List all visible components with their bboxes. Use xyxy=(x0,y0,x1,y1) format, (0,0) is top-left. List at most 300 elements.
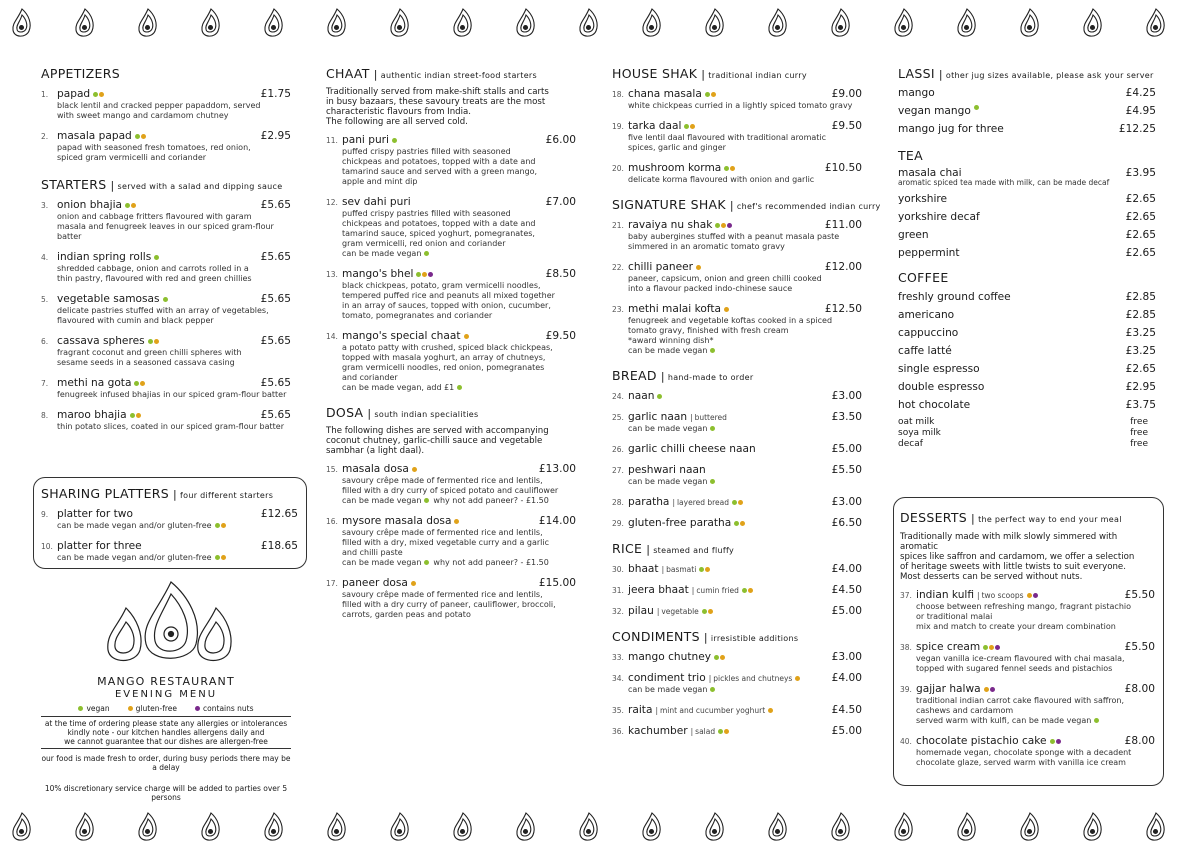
item-price: £4.50 xyxy=(831,584,862,596)
menu-item-header xyxy=(41,88,291,100)
item-note-text: can be made vegan xyxy=(628,477,708,486)
paisley-icon xyxy=(199,8,221,38)
menu-item xyxy=(326,577,576,620)
gluten-free-dot-icon xyxy=(724,307,729,312)
gluten-free-dot-icon xyxy=(740,521,745,526)
item-note-text: can be made vegan xyxy=(342,558,422,567)
item-subtitle: | two scoops xyxy=(977,591,1023,600)
item-name: gajjar halwa xyxy=(916,683,981,695)
menu-item xyxy=(612,517,862,529)
paisley-icon xyxy=(73,812,95,842)
item-note-text: can be made vegan xyxy=(628,685,708,694)
item-price: £9.50 xyxy=(545,330,576,342)
menu-item xyxy=(41,251,291,284)
menu-item-header xyxy=(900,641,1155,653)
gluten-free-dot-icon xyxy=(464,334,469,339)
paisley-icon xyxy=(514,8,536,38)
item-price: £3.00 xyxy=(831,651,862,663)
item-vegan-note xyxy=(326,383,576,393)
item-number: 19. xyxy=(612,122,624,131)
menu-item xyxy=(612,120,862,153)
vegan-dot-icon xyxy=(1050,739,1055,744)
vegan-dot-icon xyxy=(163,297,168,302)
item-number: 39. xyxy=(900,685,912,694)
gluten-free-dot-icon xyxy=(989,645,994,650)
menu-item-header xyxy=(612,517,862,529)
diet-dots xyxy=(464,334,469,339)
vegan-dot-icon xyxy=(699,567,704,572)
vegan-dot-icon xyxy=(135,134,140,139)
paisley-icon xyxy=(262,8,284,38)
menu-item xyxy=(612,261,862,294)
drink-price: £3.95 xyxy=(1125,167,1156,179)
diet-dots xyxy=(702,609,713,614)
menu-item-header xyxy=(326,515,576,527)
coffee-list xyxy=(898,291,1156,411)
item-price: £5.50 xyxy=(1124,641,1155,653)
drink-name: hot chocolate xyxy=(898,399,971,411)
restaurant-logo xyxy=(96,578,246,670)
diet-dots xyxy=(424,498,429,503)
menu-item xyxy=(612,303,862,356)
item-number: 1. xyxy=(41,90,49,99)
drink-price: £2.65 xyxy=(1125,229,1156,241)
item-note-text: can be made vegan xyxy=(342,496,422,505)
item-number: 29. xyxy=(612,519,624,528)
drink-name: vegan mango xyxy=(898,105,971,117)
menu-item xyxy=(612,725,862,737)
vegan-dot-icon xyxy=(457,385,462,390)
menu-item-header xyxy=(326,463,576,475)
menu-item xyxy=(41,199,291,242)
condiments-list xyxy=(612,651,862,737)
menu-item-header xyxy=(612,390,862,402)
item-number: 4. xyxy=(41,253,49,262)
drink-item xyxy=(898,87,1156,99)
menu-item xyxy=(900,683,1155,726)
diet-dots xyxy=(710,687,715,692)
vegan-dot-icon xyxy=(724,166,729,171)
drink-item xyxy=(898,327,1156,339)
item-number: 40. xyxy=(900,737,912,746)
item-vegan-note xyxy=(612,477,862,487)
milk-option xyxy=(898,417,1148,428)
menu-item xyxy=(326,268,576,321)
restaurant-name: MANGO RESTAURANT xyxy=(97,675,235,688)
menu-item xyxy=(612,443,862,455)
item-note-text: can be made vegan xyxy=(628,424,708,433)
item-name: onion bhajia xyxy=(57,199,123,211)
drink-price: £4.95 xyxy=(1125,105,1156,117)
nuts-dot-icon xyxy=(990,687,995,692)
paisley-icon xyxy=(829,812,851,842)
paisley-icon xyxy=(10,8,32,38)
menu-item-header xyxy=(900,683,1155,695)
item-number: 18. xyxy=(612,90,624,99)
gluten-free-dot-icon xyxy=(412,467,417,472)
item-number: 36. xyxy=(612,727,624,736)
gluten-free-dot-icon xyxy=(720,655,725,660)
vegan-dot-icon xyxy=(392,138,397,143)
menu-item-header xyxy=(612,584,862,596)
diet-dots xyxy=(130,413,141,418)
paisley-logo-icon xyxy=(96,578,246,670)
gluten-free-dot-icon xyxy=(140,381,145,386)
paisley-icon xyxy=(451,812,473,842)
paisley-icon xyxy=(577,8,599,38)
diet-dots xyxy=(710,348,715,353)
drink-price: £2.65 xyxy=(1125,211,1156,223)
drink-name: mango jug for three xyxy=(898,123,1004,135)
item-description: homemade vegan, chocolate sponge with a decadent chocolate glaze, served warm with vanilla ice cream xyxy=(916,748,1132,767)
item-note-text: served warm with kulfi, can be made vegan xyxy=(916,716,1092,725)
paisley-icon xyxy=(640,812,662,842)
vegan-dot-icon xyxy=(710,426,715,431)
item-subtitle: | buttered xyxy=(690,413,727,422)
vegan-dot-icon xyxy=(718,729,723,734)
item-number: 11. xyxy=(326,136,338,145)
vegan-dot-icon xyxy=(710,479,715,484)
vegan-dot-icon xyxy=(215,523,220,528)
signature-shak-list xyxy=(612,219,862,356)
menu-item xyxy=(41,508,298,531)
item-name: masala dosa xyxy=(342,463,409,475)
drink-name: single espresso xyxy=(898,363,980,375)
item-price: £5.65 xyxy=(260,335,291,347)
item-description: savoury crêpe made of fermented rice and lentils, filled with a dry curry of paneer, cauliflower, broccoli, carrots, garden peas and potato xyxy=(342,590,556,619)
menu-item xyxy=(326,463,576,506)
item-price: £5.00 xyxy=(831,443,862,455)
column-3 xyxy=(612,66,881,737)
item-number: 27. xyxy=(612,466,624,475)
item-number: 28. xyxy=(612,498,624,507)
nuts-dot-icon xyxy=(428,272,433,277)
gluten-free-dot-icon xyxy=(768,708,773,713)
diet-dots xyxy=(768,708,773,713)
column-1 xyxy=(41,66,291,432)
item-name: papad xyxy=(57,88,91,100)
paisley-icon xyxy=(955,8,977,38)
diet-dots xyxy=(795,676,800,681)
diet-dots xyxy=(412,467,417,472)
diet-dots xyxy=(984,687,995,692)
vegan-dot-icon xyxy=(1094,718,1099,723)
item-number: 38. xyxy=(900,643,912,652)
lassi-list xyxy=(898,87,1156,135)
item-subtitle: | layered bread xyxy=(672,498,729,507)
item-number: 24. xyxy=(612,392,624,401)
item-name: spice cream xyxy=(916,641,981,653)
restaurant-info xyxy=(41,675,291,802)
vegan-dot-icon xyxy=(974,105,979,110)
gluten-free-dot-icon xyxy=(141,134,146,139)
tea-list xyxy=(898,167,1156,259)
menu-item xyxy=(612,219,862,252)
drink-name: freshly ground coffee xyxy=(898,291,1011,303)
vegan-dot-icon xyxy=(424,560,429,565)
item-number: 8. xyxy=(41,411,49,420)
drink-item xyxy=(898,105,1156,117)
section-tea-title: TEA xyxy=(898,148,923,163)
item-price: £8.50 xyxy=(545,268,576,280)
menu-item-header xyxy=(326,330,576,342)
rice-list xyxy=(612,563,862,617)
menu-item xyxy=(41,335,291,368)
divider xyxy=(41,748,291,749)
nuts-dot-icon xyxy=(1056,739,1061,744)
paisley-icon xyxy=(10,812,32,842)
item-name: paratha xyxy=(628,496,670,508)
item-name: garlic naan xyxy=(628,411,688,423)
vegan-dot-icon xyxy=(424,251,429,256)
item-price: £9.50 xyxy=(831,120,862,132)
item-name: indian kulfi xyxy=(916,589,975,601)
menu-item-header xyxy=(612,704,862,716)
diet-dots xyxy=(734,521,745,526)
diet-dots xyxy=(705,92,716,97)
item-number: 5. xyxy=(41,295,49,304)
item-number: 16. xyxy=(326,517,338,526)
menu-item-header xyxy=(612,651,862,663)
milk-price: free xyxy=(1130,417,1148,427)
gluten-free-dot-icon xyxy=(748,588,753,593)
paisley-icon xyxy=(640,8,662,38)
gluten-free-dot-icon xyxy=(711,92,716,97)
diet-dots xyxy=(163,297,168,302)
vegan-dot-icon xyxy=(148,339,153,344)
item-note-text: can be made vegan xyxy=(342,249,422,258)
milk-name: soya milk xyxy=(898,428,941,438)
item-number: 12. xyxy=(326,198,338,207)
menu-item xyxy=(612,411,862,434)
menu-item-header xyxy=(41,540,298,552)
vegan-dot-icon xyxy=(684,124,689,129)
menu-item-header xyxy=(612,261,862,273)
gluten-free-dot-icon xyxy=(738,500,743,505)
item-description: a potato patty with crushed, spiced black chickpeas, topped with masala yoghurt, an array of chutneys, gram vermicelli noodles, red onion, pomegranates and coriander xyxy=(342,343,553,382)
menu-item-header xyxy=(41,293,291,305)
item-price: £3.50 xyxy=(831,411,862,423)
bread-list xyxy=(612,390,862,529)
item-number: 37. xyxy=(900,591,912,600)
item-number: 7. xyxy=(41,379,49,388)
desserts-list xyxy=(900,589,1155,768)
legend-vegan: vegan xyxy=(78,704,109,713)
item-number: 15. xyxy=(326,465,338,474)
starters-list xyxy=(41,199,291,432)
menu-item-header xyxy=(612,303,862,315)
item-price: £14.00 xyxy=(538,515,576,527)
item-subtitle: | pickles and chutneys xyxy=(709,674,793,683)
item-description: delicate korma flavoured with onion and garlic xyxy=(628,175,815,184)
gluten-free-dot-icon xyxy=(708,609,713,614)
paisley-icon xyxy=(199,812,221,842)
item-name: gluten-free paratha xyxy=(628,517,732,529)
diet-dots xyxy=(424,251,429,256)
chaat-intro: Traditionally served from make-shift stalls and carts in busy bazaars, these savoury treats are the most characteristic flavours from India. The following are all served cold. xyxy=(326,87,549,127)
drink-price: £4.25 xyxy=(1125,87,1156,99)
service-note: 10% discretionary service charge will be added to parties over 5 persons xyxy=(44,784,288,802)
vegan-dot-icon xyxy=(715,223,720,228)
vegan-dot-icon xyxy=(154,255,159,260)
menu-item-header xyxy=(41,251,291,263)
item-price: £18.65 xyxy=(260,540,298,552)
menu-item-header xyxy=(41,199,291,211)
drink-price: £3.75 xyxy=(1125,399,1156,411)
item-number: 32. xyxy=(612,607,624,616)
item-vegan-note xyxy=(41,553,298,563)
paisley-icon xyxy=(1144,812,1166,842)
item-description: vegan vanilla ice-cream flavoured with chai masala, topped with sugared fennel seeds and pistachios xyxy=(916,654,1125,673)
menu-item xyxy=(612,464,862,487)
paisley-icon xyxy=(766,8,788,38)
menu-item xyxy=(612,162,862,185)
diet-dots xyxy=(411,581,416,586)
item-price: £6.50 xyxy=(831,517,862,529)
menu-item-header xyxy=(41,130,291,142)
milk-price: free xyxy=(1130,439,1148,449)
menu-item-header xyxy=(612,219,862,231)
drink-item xyxy=(898,381,1156,393)
item-number: 26. xyxy=(612,445,624,454)
diet-legend xyxy=(41,704,291,713)
item-subtitle: | vegetable xyxy=(657,607,699,616)
item-number: 14. xyxy=(326,332,338,341)
item-price: £13.00 xyxy=(538,463,576,475)
item-price: £10.50 xyxy=(824,162,862,174)
item-description: savoury crêpe made of fermented rice and lentils, filled with a dry curry of spiced potato and cauliflower xyxy=(342,476,559,495)
paisley-icon xyxy=(955,812,977,842)
paisley-icon xyxy=(451,8,473,38)
item-name: kachumber xyxy=(628,725,688,737)
menu-item xyxy=(612,672,862,695)
section-signature-shak-title: SIGNATURE SHAK | chef's recommended indian curry xyxy=(612,197,862,212)
diet-dots xyxy=(424,560,429,565)
item-name: methi malai kofta xyxy=(628,303,722,315)
item-price: £5.00 xyxy=(831,605,862,617)
drink-name: masala chai xyxy=(898,167,962,179)
paisley-icon xyxy=(388,8,410,38)
item-number: 22. xyxy=(612,263,624,272)
item-number: 6. xyxy=(41,337,49,346)
drink-name: cappuccino xyxy=(898,327,959,339)
section-rice-title: RICE | steamed and fluffy xyxy=(612,541,862,556)
desserts-box xyxy=(893,497,1164,786)
item-price: £5.50 xyxy=(831,464,862,476)
item-description: baby aubergines stuffed with a peanut masala paste simmered in an aromatic tomato gravy xyxy=(628,232,840,251)
drink-item xyxy=(898,211,1156,223)
item-vegan-note xyxy=(612,685,862,695)
item-vegan-note xyxy=(41,521,298,531)
drink-item xyxy=(898,193,1156,205)
item-price: £12.00 xyxy=(824,261,862,273)
menu-item-header xyxy=(41,335,291,347)
drink-item xyxy=(898,363,1156,375)
diet-dots xyxy=(148,339,159,344)
item-price: £5.65 xyxy=(260,377,291,389)
menu-item xyxy=(612,496,862,508)
item-description: paneer, capsicum, onion and green chilli cooked into a flavour packed indo-chinese sauce xyxy=(628,274,822,293)
item-price: £4.50 xyxy=(831,704,862,716)
paisley-icon xyxy=(703,812,725,842)
drink-price: £12.25 xyxy=(1118,123,1156,135)
diet-dots xyxy=(710,426,715,431)
item-name: maroo bhajia xyxy=(57,409,127,421)
gluten-free-dot-icon xyxy=(690,124,695,129)
menu-item xyxy=(612,563,862,575)
menu-item-header xyxy=(612,672,862,684)
item-vegan-note xyxy=(612,346,862,356)
item-number: 34. xyxy=(612,674,624,683)
menu-item xyxy=(41,377,291,400)
item-number: 30. xyxy=(612,565,624,574)
item-name: masala papad xyxy=(57,130,132,142)
menu-item-header xyxy=(612,120,862,132)
item-description: five lentil daal flavoured with traditional aromatic spices, garlic and ginger xyxy=(628,133,827,152)
item-description: fenugreek infused bhajias in our spiced gram-flour batter xyxy=(57,390,287,399)
menu-item-header xyxy=(326,134,576,146)
legend-gluten-free: gluten-free xyxy=(128,704,177,713)
vegan-dot-icon xyxy=(732,500,737,505)
paisley-icon xyxy=(325,812,347,842)
section-appetizers-title: APPETIZERS xyxy=(41,66,120,81)
menu-item xyxy=(900,735,1155,768)
menu-item xyxy=(326,196,576,259)
section-dosa-title: DOSA | south indian specialities xyxy=(326,405,576,420)
menu-item xyxy=(41,409,291,432)
diet-dots xyxy=(696,265,701,270)
item-name: sev dahi puri xyxy=(342,196,411,208)
item-extra-note: why not add paneer? - £1.50 xyxy=(433,496,549,505)
menu-item-header xyxy=(612,411,862,423)
gluten-free-dot-icon xyxy=(696,265,701,270)
drink-name: peppermint xyxy=(898,247,960,259)
item-number: 2. xyxy=(41,132,49,141)
item-extra-note: why not add paneer? - £1.50 xyxy=(433,558,549,567)
item-price: £3.00 xyxy=(831,390,862,402)
menu-item xyxy=(326,515,576,568)
menu-item xyxy=(612,390,862,402)
diet-dots xyxy=(718,729,729,734)
section-condiments-title: CONDIMENTS | irresistible additions xyxy=(612,629,862,644)
menu-item-header xyxy=(41,508,298,520)
drink-price: £3.25 xyxy=(1125,345,1156,357)
vegan-dot-icon xyxy=(215,555,220,560)
item-name: peshwari naan xyxy=(628,464,706,476)
gluten-free-dot-icon xyxy=(131,203,136,208)
paisley-icon xyxy=(892,8,914,38)
drink-name: green xyxy=(898,229,929,241)
item-price: £4.00 xyxy=(831,672,862,684)
menu-item-header xyxy=(612,443,862,455)
item-name: mysore masala dosa xyxy=(342,515,452,527)
section-house-shak-title: HOUSE SHAK | traditional indian curry xyxy=(612,66,862,81)
item-vegan-note xyxy=(900,716,1155,726)
gluten-free-dot-icon xyxy=(984,687,989,692)
gluten-free-dot-icon xyxy=(721,223,726,228)
divider xyxy=(41,716,291,717)
menu-item xyxy=(326,134,576,187)
milk-options xyxy=(898,417,1148,450)
item-name: paneer dosa xyxy=(342,577,408,589)
item-name: tarka daal xyxy=(628,120,682,132)
item-description: delicate pastries stuffed with an array of vegetables, flavoured with cumin and black pepper xyxy=(57,306,269,325)
section-desserts-title: DESSERTS | the perfect way to end your meal xyxy=(900,510,1155,525)
diet-dots xyxy=(125,203,136,208)
diet-dots xyxy=(657,394,662,399)
item-subtitle: | salad xyxy=(691,727,715,736)
drink-name: yorkshire decaf xyxy=(898,211,980,223)
